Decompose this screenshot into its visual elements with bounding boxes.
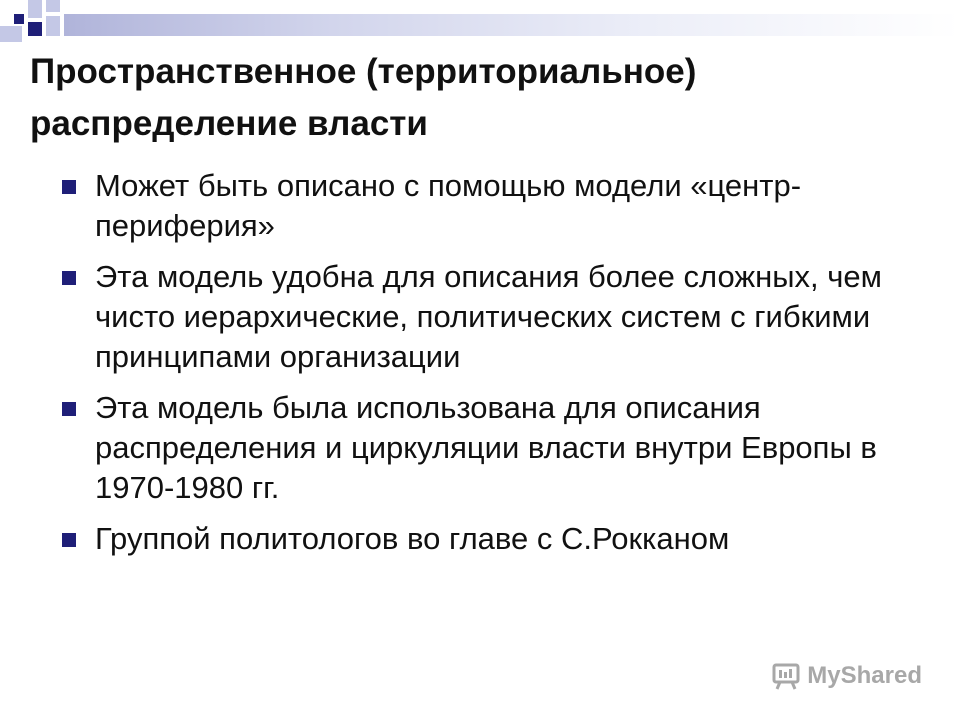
corner-square-light-2 — [46, 0, 60, 12]
corner-square-light-3 — [0, 26, 22, 42]
bullet-text: Может быть описано с помощью модели «центр-периферия» — [95, 168, 802, 243]
square-bullet-icon — [62, 402, 76, 416]
bullet-item — [60, 257, 920, 377]
slide-title-line-1: Пространственное (территориальное) — [30, 52, 697, 91]
bullet-item — [60, 166, 920, 246]
bullet-text: Эта модель удобна для описания более сложных, чем чисто иерархические, политических систем с гибкими принципами организации — [95, 259, 882, 374]
corner-square-light-4 — [46, 16, 60, 36]
bullet-text: Группой политологов во главе с С.Рокканом — [95, 521, 730, 556]
presentation-board-icon — [771, 661, 801, 691]
corner-square-dark-1 — [14, 14, 24, 24]
bullet-list — [60, 166, 920, 570]
bullet-item — [60, 388, 920, 508]
slide-title-line-2: распределение власти — [30, 104, 428, 143]
slide-title — [30, 46, 930, 150]
bullet-item — [60, 519, 920, 559]
square-bullet-icon — [62, 533, 76, 547]
mysharedd-watermark — [771, 656, 922, 696]
watermark-text: MyShared — [807, 662, 922, 689]
square-bullet-icon — [62, 180, 76, 194]
corner-square-dark-2 — [28, 22, 42, 36]
corner-square-light-1 — [28, 0, 42, 18]
header-gradient-bar — [64, 14, 960, 36]
bullet-text: Эта модель была использована для описания распределения и циркуляции власти внутри Европы в 1970-1980 гг. — [95, 390, 877, 505]
square-bullet-icon — [62, 271, 76, 285]
